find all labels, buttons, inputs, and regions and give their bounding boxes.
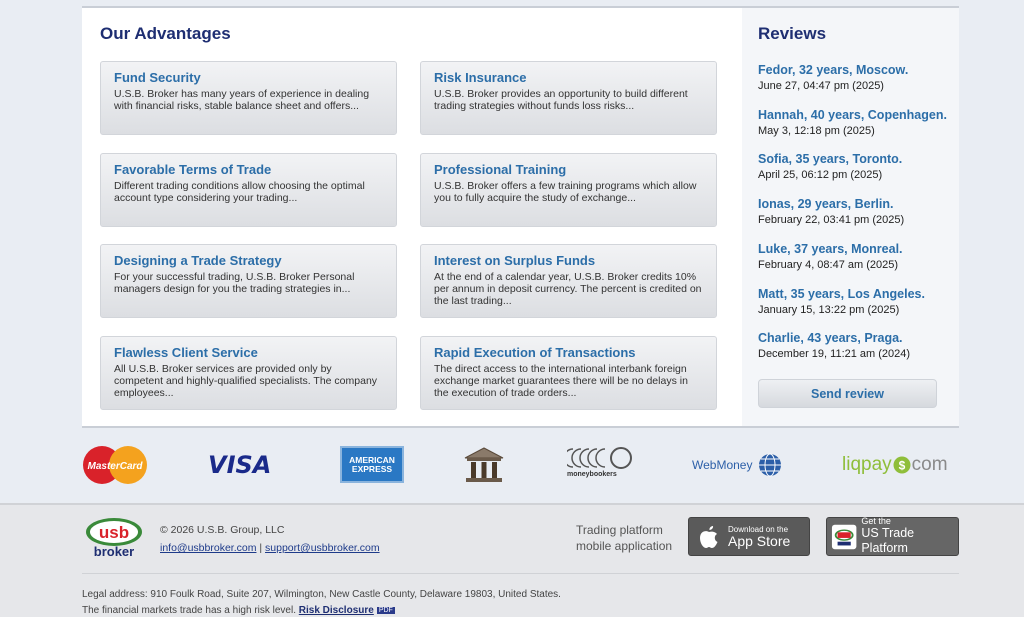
info-email-link[interactable]: info@usbbroker.com xyxy=(160,542,257,554)
footer-emails xyxy=(160,542,380,554)
review-date: June 27, 04:47 pm (2025) xyxy=(758,80,884,92)
copyright: © 2026 U.S.B. Group, LLC xyxy=(160,524,285,536)
advantage-card-surplus-funds[interactable] xyxy=(420,244,717,318)
review-author-link[interactable]: Matt, 35 years, Los Angeles. xyxy=(758,287,925,301)
logo-broker-text: broker xyxy=(93,544,135,559)
review-item xyxy=(758,242,903,271)
review-item xyxy=(758,331,910,360)
review-author-link[interactable]: Hannah, 40 years, Copenhagen. xyxy=(758,108,947,122)
review-date: December 19, 11:21 am (2024) xyxy=(758,348,911,360)
pdf-badge[interactable]: PDF xyxy=(378,607,393,614)
email-separator: | xyxy=(256,542,266,554)
review-item xyxy=(758,63,908,92)
advantage-card-text: At the end of a calendar year, U.S.B. Broker credits 10% per annum in deposit currency. The percent is credited on the last trading... xyxy=(434,271,702,307)
platform-line2: mobile application xyxy=(576,539,673,553)
risk-disclosure-link[interactable]: Risk Disclosure xyxy=(298,605,374,616)
advantage-card-text: U.S.B. Broker offers a few training programs which allow you to fully acquire the study of exchange... xyxy=(434,180,697,204)
advantage-card-rapid-execution[interactable] xyxy=(420,336,717,410)
globe-icon xyxy=(758,453,782,477)
appstore-big-text: App Store xyxy=(728,532,791,549)
advantage-card-text: For your successful trading, U.S.B. Broker Personal managers design for you the trading strategies in... xyxy=(114,271,355,295)
advantage-card-title[interactable]: Designing a Trade Strategy xyxy=(114,253,282,268)
send-review-button[interactable]: Send review xyxy=(758,379,937,408)
moneybookers-logo xyxy=(567,445,633,485)
us-trade-platform-button[interactable] xyxy=(826,517,959,556)
review-author-link[interactable]: Luke, 37 years, Monreal. xyxy=(758,242,903,256)
dollar-icon xyxy=(893,456,911,474)
advantage-card-professional-training[interactable] xyxy=(420,153,717,227)
advantage-card-text: All U.S.B. Broker services are provided only by competent and highly-qualified specialists. The company employees... xyxy=(114,363,378,399)
review-item xyxy=(758,152,902,181)
review-date: February 4, 08:47 am (2025) xyxy=(758,259,899,271)
risk-text: The financial markets trade has a high risk level. xyxy=(82,605,299,616)
advantages-title: Our Advantages xyxy=(100,24,231,43)
mastercard-logo xyxy=(82,445,148,485)
review-date: February 22, 03:41 pm (2025) xyxy=(758,214,905,226)
advantage-card-text: U.S.B. Broker has many years of experience in dealing with financial risks, stable balance sheet and offers... xyxy=(114,88,370,112)
review-date: January 15, 13:22 pm (2025) xyxy=(758,304,900,316)
footer-divider xyxy=(82,573,959,574)
review-date: April 25, 06:12 pm (2025) xyxy=(758,169,883,181)
advantage-card-title[interactable]: Flawless Client Service xyxy=(114,345,258,360)
webmoney-logo xyxy=(692,445,784,485)
advantage-card-fund-security[interactable] xyxy=(100,61,397,135)
amex-line2: EXPRESS xyxy=(351,463,393,474)
liqpay-logo xyxy=(842,445,960,485)
apple-icon xyxy=(698,525,720,549)
review-author-link[interactable]: Ionas, 29 years, Berlin. xyxy=(758,197,894,211)
review-author-link[interactable]: Charlie, 43 years, Praga. xyxy=(758,331,903,345)
review-item xyxy=(758,197,904,226)
logo-usb-text: usb xyxy=(98,523,130,542)
risk-notice xyxy=(82,605,395,616)
bank-transfer-icon xyxy=(463,445,505,485)
advantage-card-text: U.S.B. Broker provides an opportunity to build different trading strategies without funds loss risks... xyxy=(434,88,688,112)
review-author-link[interactable]: Sofia, 35 years, Toronto. xyxy=(758,152,903,166)
appstore-small-text: Download on the xyxy=(728,524,789,534)
trading-platform-caption xyxy=(576,522,672,554)
app-store-button[interactable] xyxy=(688,517,810,556)
advantage-card-title[interactable]: Rapid Execution of Transactions xyxy=(434,345,636,360)
liqpay-suffix: com xyxy=(911,454,948,475)
moneybookers-label: moneybookers xyxy=(567,471,617,478)
advantage-card-title[interactable]: Interest on Surplus Funds xyxy=(434,253,596,268)
advantage-card-text: The direct access to the international interbank foreign exchange market guarantees there will be no delays in the execution of trade orders... xyxy=(434,363,688,399)
advantage-card-title[interactable]: Risk Insurance xyxy=(434,70,527,85)
visa-logo: VISA xyxy=(208,451,272,479)
svg-text:MasterCard: MasterCard xyxy=(87,461,143,472)
advantage-card-text: Different trading conditions allow choosing the optimal account type considering your trading... xyxy=(114,180,365,204)
usb-broker-logo[interactable] xyxy=(82,514,152,560)
amex-line1: AMERICAN xyxy=(349,454,395,465)
advantage-card-title[interactable]: Favorable Terms of Trade xyxy=(114,162,272,177)
usbstore-small-text: Get the xyxy=(861,516,891,526)
advantage-card-client-service[interactable] xyxy=(100,336,397,410)
review-date: May 3, 12:18 pm (2025) xyxy=(758,125,875,137)
legal-address: Legal address: 910 Foulk Road, Suite 207, Wilmington, New Castle County, Delaware 19803, United States. xyxy=(82,589,561,600)
webmoney-label: WebMoney xyxy=(692,458,753,472)
usbstore-big-text: US Trade Platform xyxy=(861,526,915,555)
advantage-card-title[interactable]: Professional Training xyxy=(434,162,567,177)
reviews-title: Reviews xyxy=(758,24,827,43)
review-item xyxy=(758,108,947,137)
support-email-link[interactable]: support@usbbroker.com xyxy=(265,542,380,554)
platform-line1: Trading platform xyxy=(576,523,663,537)
advantage-card-risk-insurance[interactable] xyxy=(420,61,717,135)
svg-text:$: $ xyxy=(898,458,905,473)
usb-app-icon xyxy=(831,523,857,551)
review-item xyxy=(758,287,925,316)
advantage-card-favorable-terms[interactable] xyxy=(100,153,397,227)
liqpay-label: liqpay xyxy=(842,454,892,475)
review-author-link[interactable]: Fedor, 32 years, Moscow. xyxy=(758,63,909,77)
advantage-card-title[interactable]: Fund Security xyxy=(114,70,201,85)
amex-logo xyxy=(340,446,404,483)
advantage-card-trade-strategy[interactable] xyxy=(100,244,397,318)
